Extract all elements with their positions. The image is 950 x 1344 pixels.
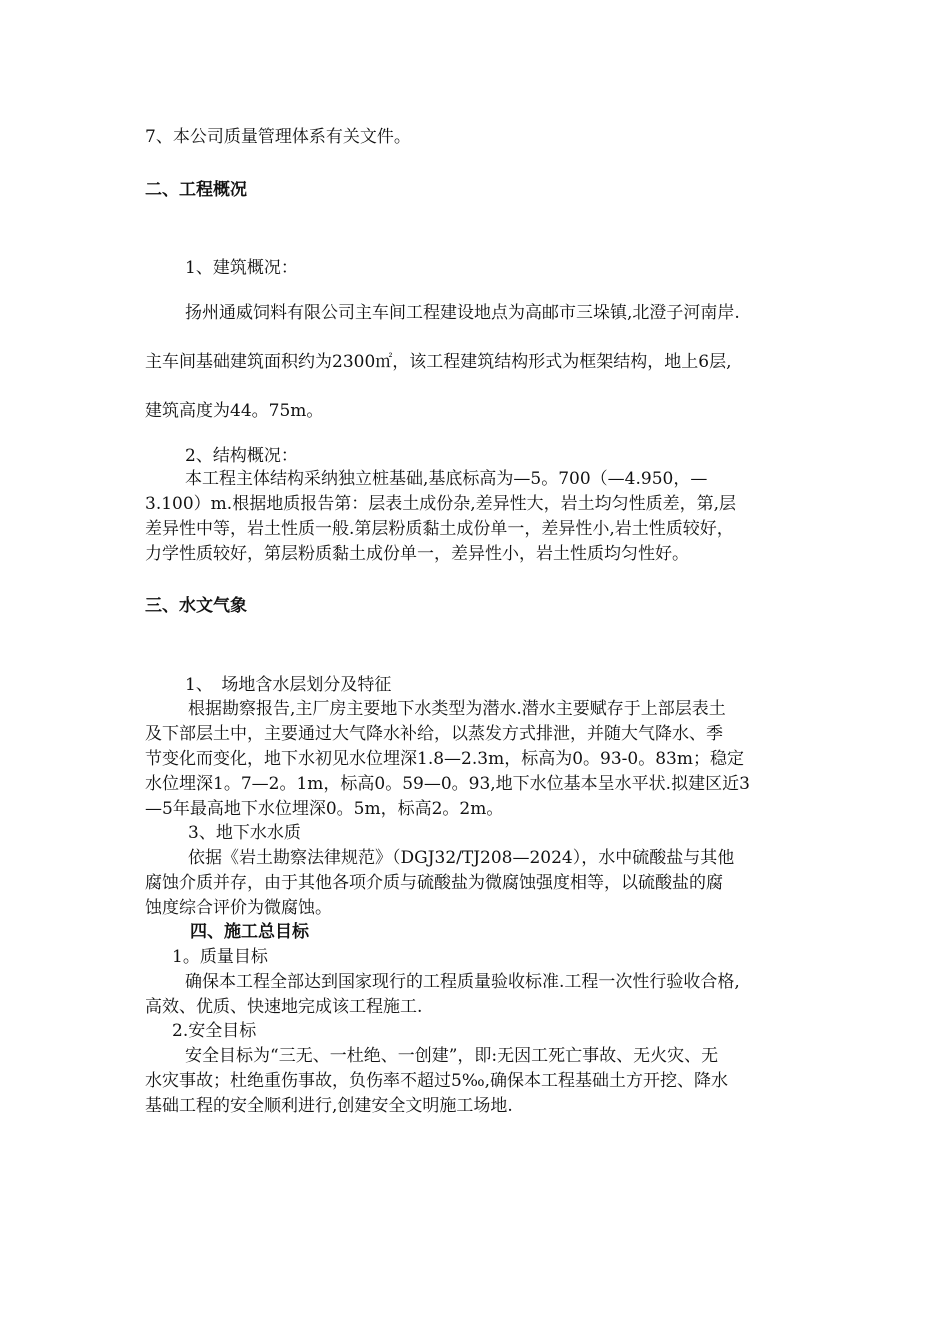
text-line: 确保本工程全部达到国家现行的工程质量验收标准.工程一次性行验收合格, [185,972,740,992]
subsection-heading: 2.安全目标 [172,1021,257,1041]
text-line: 依据《岩土勘察法律规范》（DGJ32/TJ208—2024），水中硫酸盐与其他 [188,848,735,868]
text-line: 扬州通威饲料有限公司主车间工程建设地点为高邮市三垛镇,北澄子河南岸. [185,303,740,323]
text-line: 差异性中等，岩土性质一般.第层粉质黏土成份单一，差异性小,岩土性质较好， [145,519,734,539]
text-line: 基础工程的安全顺利进行,创建安全文明施工场地. [145,1096,513,1116]
text-line: 高效、优质、快速地完成该工程施工. [145,997,423,1017]
text-line: 主车间基础建筑面积约为2300㎡，该工程建筑结构形式为框架结构，地上6层, [145,352,732,372]
text-line: 蚀度综合评价为微腐蚀。 [145,898,332,918]
text-line: 安全目标为“三无、一杜绝、一创建”，即:无因工死亡事故、无火灾、无 [185,1046,719,1066]
text-line: 及下部层土中，主要通过大气降水补给，以蒸发方式排泄，并随大气降水、季 [145,724,723,744]
subsection-heading: 1、 场地含水层划分及特征 [185,675,392,695]
subsection-heading: 2、结构概况： [185,446,298,466]
text-line: 力学性质较好，第层粉质黏土成份单一，差异性小，岩土性质均匀性好。 [145,544,689,564]
subsection-heading: 3、地下水水质 [188,823,301,843]
text-line: 水灾事故；杜绝重伤事故，负伤率不超过5‰,确保本工程基础土方开挖、降水 [145,1071,729,1091]
text-line: 本工程主体结构采纳独立桩基础,基底标高为—5。700（—4.950，— [185,469,708,489]
section-heading: 二、工程概况 [145,180,247,200]
text-line: 7、本公司质量管理体系有关文件。 [145,127,411,147]
text-line: 腐蚀介质并存，由于其他各项介质与硫酸盐为微腐蚀强度相等，以硫酸盐的腐 [145,873,723,893]
text-line: 节变化而变化，地下水初见水位埋深1.8—2.3m，标高为0。93-0。83m；稳定 [145,749,744,769]
text-line: 根据勘察报告,主厂房主要地下水类型为潜水.潜水主要赋存于上部层表土 [188,699,726,719]
text-line: —5年最高地下水位埋深0。5m，标高2。2m。 [145,799,504,819]
subsection-heading: 1、建筑概况： [185,258,298,278]
text-line: 3.100）m.根据地质报告第：层表土成份杂,差异性大，岩土均匀性质差，第,层 [145,494,736,514]
subsection-heading: 1。质量目标 [172,947,268,967]
section-heading: 三、水文气象 [145,596,247,616]
text-line: 水位埋深1。7—2。1m，标高0。59—0。93,地下水位基本呈水平状.拟建区近3 [145,774,750,794]
text-line: 建筑高度为44。75m。 [145,401,324,421]
section-heading: 四、施工总目标 [190,922,309,942]
